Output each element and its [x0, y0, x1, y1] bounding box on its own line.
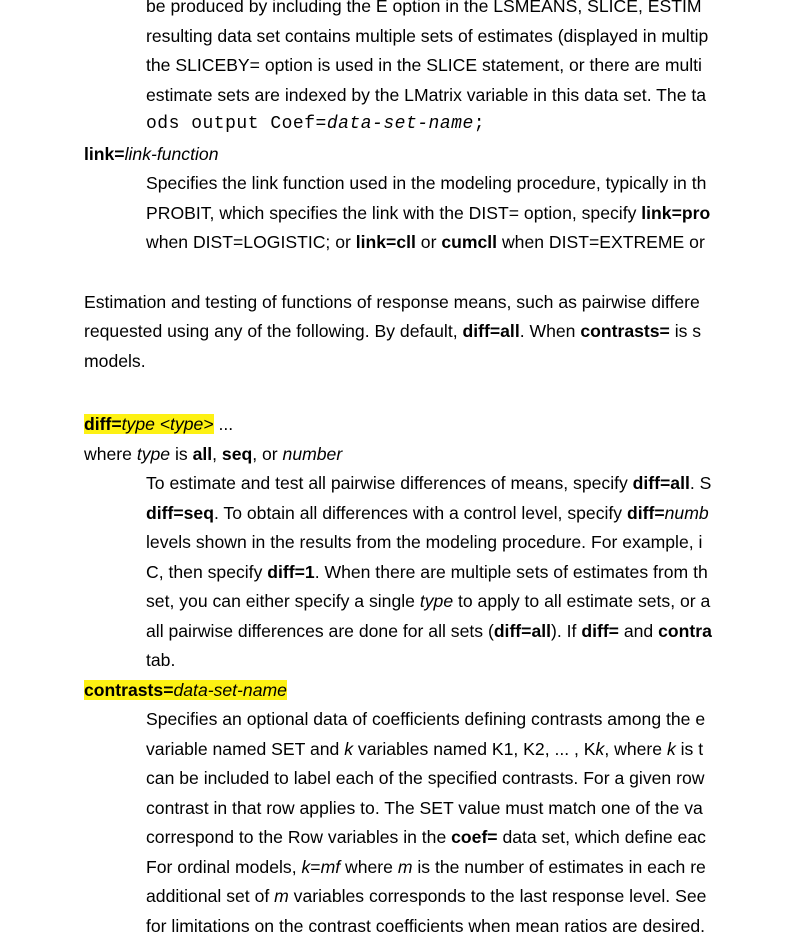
- description-contrasts: [0, 705, 793, 941]
- text-line: PROBIT, which specifies the link with the DIST= option, specify link=pro: [0, 199, 793, 229]
- text-line: Estimation and testing of functions of response means, such as pairwise differe: [0, 288, 793, 318]
- text-line: requested using any of the following. By default, diff=all. When contrasts= is s: [0, 317, 793, 347]
- text-line: the SLICEBY= option is used in the SLICE statement, or there are multi: [0, 51, 793, 81]
- term-argument: data-set-name: [173, 680, 286, 700]
- highlight-contrasts: [84, 680, 287, 700]
- text-line: diff=seq. To obtain all differences with a control level, specify diff=numb: [0, 499, 793, 529]
- text-line: tab.: [0, 646, 793, 676]
- term-link: [0, 140, 793, 170]
- text-line: C, then specify diff=1. When there are multiple sets of estimates from th: [0, 558, 793, 588]
- term-name: contrasts=: [84, 680, 173, 700]
- text-line: variable named SET and k variables named K1, K2, ... , Kk, where k is t: [0, 735, 793, 765]
- text-line: levels shown in the results from the modeling procedure. For example, i: [0, 528, 793, 558]
- code-suffix: ;: [474, 114, 485, 134]
- text-line: Specifies the link function used in the modeling procedure, typically in th: [0, 169, 793, 199]
- text-line: resulting data set contains multiple sets of estimates (displayed in multip: [0, 22, 793, 52]
- text-line: when DIST=LOGISTIC; or link=cll or cumcll when DIST=EXTREME or: [0, 228, 793, 258]
- text-line: contrast in that row applies to. The SET value must match one of the va: [0, 794, 793, 824]
- term-argument: type <type>: [122, 414, 214, 434]
- text-line: set, you can either specify a single type to apply to all estimate sets, or a: [0, 587, 793, 617]
- description-link: [0, 169, 793, 258]
- code-sample-ods-output: [0, 110, 793, 140]
- code-placeholder: data-set-name: [327, 114, 474, 134]
- paragraph-coef-tail: [0, 0, 793, 110]
- term-contrasts: [0, 676, 793, 706]
- term-argument: link-function: [125, 144, 219, 164]
- paragraph-estimation: [0, 288, 793, 377]
- text-line: all pairwise differences are done for all sets (diff=all). If diff= and contra: [0, 617, 793, 647]
- spacer: [0, 376, 793, 410]
- text-line: For ordinal models, k=mf where m is the number of estimates in each re: [0, 853, 793, 883]
- term-name: link=: [84, 144, 125, 164]
- text-line: additional set of m variables corresponds to the last response level. See: [0, 882, 793, 912]
- highlight-diff: [84, 414, 214, 434]
- text-line: be produced by including the E option in the LSMEANS, SLICE, ESTIM: [0, 0, 793, 22]
- text-line: where type is all, seq, or number: [0, 440, 793, 470]
- term-name: diff=: [84, 414, 122, 434]
- spacer: [0, 258, 793, 288]
- text-line: To estimate and test all pairwise differences of means, specify diff=all. S: [0, 469, 793, 499]
- term-diff: [0, 410, 793, 440]
- term-ellipsis: ...: [214, 414, 234, 434]
- text-line: estimate sets are indexed by the LMatrix variable in this data set. The ta: [0, 81, 793, 111]
- text-line: models.: [0, 347, 793, 377]
- text-line: can be included to label each of the specified contrasts. For a given row: [0, 764, 793, 794]
- text-line: correspond to the Row variables in the coef= data set, which define eac: [0, 823, 793, 853]
- text-line: for limitations on the contrast coefficients when mean ratios are desired.: [0, 912, 793, 941]
- where-clause-diff: [0, 440, 793, 470]
- code-prefix: ods output Coef=: [146, 114, 327, 134]
- description-diff: [0, 469, 793, 676]
- text-line: Specifies an optional data of coefficients defining contrasts among the e: [0, 705, 793, 735]
